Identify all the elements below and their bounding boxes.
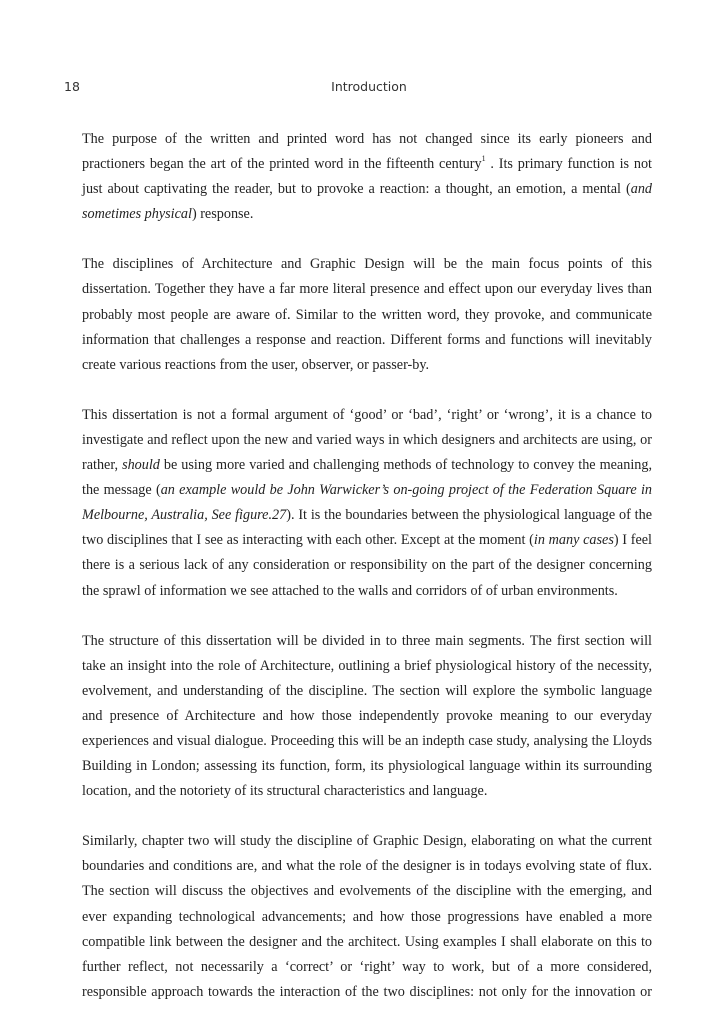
text-run: . Its primary function is not <box>485 156 652 173</box>
emphasis: sometimes physical <box>82 206 192 223</box>
emphasis: and <box>630 181 652 198</box>
text-line: information that challenges a response and reaction. Different forms and functions will inevitably <box>82 331 652 348</box>
emphasis: in many cases <box>533 532 614 549</box>
running-header <box>0 79 728 97</box>
running-title: Introduction <box>331 79 407 94</box>
text-line: Similarly, chapter two will study the discipline of Graphic Design, elaborating on what the current <box>82 833 652 850</box>
emphasis: should <box>122 457 160 474</box>
text-line: probably most people are aware of. Similar to the written word, they provoke, and communicate <box>82 306 652 323</box>
body-text <box>82 127 652 1030</box>
text-line: responsible approach towards the interaction of the two disciplines: not only for the innovation or <box>82 983 652 1000</box>
paragraph-3 <box>82 403 652 604</box>
text-line: The purpose of the written and printed word has not changed since its early pioneers and <box>82 131 652 147</box>
text-line: location, and the notoriety of its structural characteristics and language. <box>82 783 488 800</box>
text-line <box>82 528 652 553</box>
text-run: two disciplines that I see as interacting with each other. Except at the moment ( <box>82 532 534 549</box>
text-run: rather, <box>82 457 123 474</box>
emphasis: Melbourne, Australia, See figure.27 <box>82 507 287 524</box>
footnote-marker: 1 <box>481 154 486 164</box>
text-line <box>82 478 652 503</box>
text-line: This dissertation is not a formal argument of ‘good’ or ‘bad’, ‘right’ or ‘wrong’, it is a chance to <box>82 406 652 423</box>
text-line <box>82 503 652 528</box>
text-line: The structure of this dissertation will be divided in to three main segments. The first section will <box>82 632 652 649</box>
text-line: there is a serious lack of any consideration or responsibility on the part of the designer concerning <box>82 557 652 574</box>
text-line: the sprawl of information we see attached to the walls and corridors of of urban environments. <box>82 582 618 599</box>
paragraph-5 <box>82 829 652 1005</box>
text-line: compatible link between the designer and the architect. Using examples I shall elaborate on this to <box>82 933 652 950</box>
text-run: practioners began the art of the printed word in the fifteenth century <box>82 156 482 173</box>
text-run: ) response. <box>191 206 254 223</box>
paragraph-4 <box>82 629 652 805</box>
text-run: the message ( <box>82 482 161 499</box>
text-line: investigate and reflect upon the new and varied ways in which designers and architects are using, or <box>82 431 652 448</box>
text-line <box>82 453 652 478</box>
text-line <box>82 202 652 227</box>
text-line: dissertation. Together they have a far more literal presence and effect upon our everyday lives than <box>82 281 652 298</box>
text-line: Building in London; assessing its function, form, its physiological language within its surrounding <box>82 758 652 775</box>
text-line: The disciplines of Architecture and Graphic Design will be the main focus points of this <box>82 256 652 273</box>
text-line: experiences and visual dialogue. Proceeding this will be an indepth case study, analysing the Lloyds <box>82 732 652 749</box>
text-run: ) I feel <box>613 532 652 549</box>
text-line: and presence of Architecture and how those independently provoke meaning to our everyday <box>82 707 652 724</box>
paragraph-1 <box>82 127 652 227</box>
text-line: further reflect, not necessarily a ‘correct’ or ‘right’ way to work, but of a more considered, <box>82 958 652 975</box>
text-line: evolvement, and understanding of the discipline. The section will explore the symbolic language <box>82 682 652 699</box>
text-line: ever expanding technological advancements; and how those progressions have enabled a more <box>82 908 652 925</box>
text-line: The section will discuss the objectives and evolvements of the discipline with the emerging, and <box>82 883 652 900</box>
text-line <box>82 152 652 177</box>
paragraph-2 <box>82 252 652 377</box>
text-run: ). It is the boundaries between the physiological language of the <box>286 507 653 524</box>
emphasis: an example would be John Warwicker’s on-going project of the Federation Square in <box>160 482 653 499</box>
text-line <box>82 177 652 202</box>
text-run: just about captivating the reader, but to provoke a reaction: a thought, an emotion, a mental ( <box>82 181 631 198</box>
text-run: be using more varied and challenging methods of technology to convey the meaning, <box>159 457 652 474</box>
page-number: 18 <box>64 79 80 94</box>
text-line: boundaries and conditions are, and what the role of the designer is in todays evolving state of flux. <box>82 858 652 875</box>
text-line: take an insight into the role of Architecture, outlining a brief physiological history of the necessity, <box>82 657 652 674</box>
text-line: create various reactions from the user, observer, or passer-by. <box>82 356 430 373</box>
